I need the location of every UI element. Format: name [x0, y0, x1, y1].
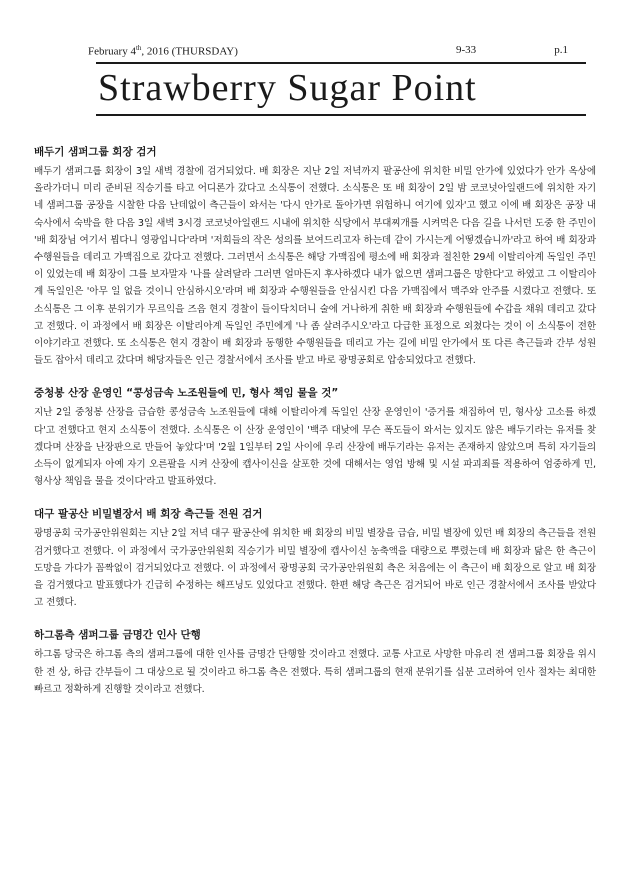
issue-code: 9-33 — [456, 44, 477, 56]
article-headline: 배두기 샘퍼그룹 회장 검거 — [34, 146, 157, 158]
article-body: 광명공회 국가공안위원회는 지난 2일 저녁 대구 팔공산에 위치한 배 회장의 비밀 별장을 급습, 비밀 별장에 있던 배 회장의 측근들을 전원 검거했다고 전했다. 이 과정에서 국가공안위원회 직승기가 비밀 별장에 캡사이신 농축액을 대량으로 뿌렸는데 배 회장과 닮은 한 측근이 도망을 가다가 꼼짝없이 검거되었다고 전했다. 이 과정에서 광명공회 국가공안위원회 측은 처음에는 이 측근이 배 회장으로 알고 배 회장을 검거했다고 발표했다가 긴급히 수정하는 해프닝도 있었다고 전했다. 한편 해당 측근은 검거되어 바로 인근 경찰서에서 조사를 받았다고 전했다. — [34, 528, 596, 609]
masthead — [96, 62, 586, 116]
article-list — [34, 144, 596, 698]
article-body: 배두기 샘퍼그룹 회장이 3일 새벽 경찰에 검거되었다. 배 회장은 지난 2일 저녁까지 팔공산에 위치한 비밀 안가에 있었다가 안가 옥상에 올라가더니 미리 준비된 직승기를 타고 어디론가 갔다고 소식통이 전했다. 소식통은 또 배 회장이 2일 밤 코코넛아일랜드에 위치한 자기네 샘퍼그룹 공장을 시찰한 다음 난데없이 측근들이 와서는 '다시 안가로 돌아가면 위험하니 여기에 있자'고 했고 이에 배 회장은 공장 내 숙사에서 숙박을 한 다음 3일 새벽 3시경 코코넛아일랜드 시내에 위치한 식당에서 부대찌개를 시켜먹은 다음 길을 나서던 도중 한 주민이 '배 회장님 여기서 뵙다니 영광입니다'라며 '저희들의 작은 성의를 보여드리고자 하는데 같이 가시는게 어떻겠습니까'라고 하여 배 회장과 수행원들을 데리고 가맥집으로 갔다고 전했다. 그러면서 소식통은 해당 가맥집에 평소에 배 회장과 절친한 29세 이탈리아계 독일인 주민이 있었는데 배 회장이 그를 보자말자 '나를 살려달라 그러면 얼마든지 후사하겠다 내가 없으면 샘퍼그룹은 망한다'고 하였고 그 이탈리아계 독일인은 '아무 일 없을 것이니 안심하시오'라며 배 회장과 수행원들을 안심시킨 다음 가맥집에서 맥주와 안주를 시켰다고 전했다. 또 소식통은 그 이후 분위기가 무르익을 즈음 현지 경찰이 들이닥치더니 술에 거나하게 취한 배 회장과 수행원들에 수갑을 채워 데리고 갔다고 전했다. 이 과정에서 배 회장은 이탈리아계 독일인 주민에게 '나 좀 살려주시오'라고 다급한 표정으로 외쳤다는 것이 이 소식통이 전한 이야기라고 전했다. 또 소식통은 현지 경찰이 배 회장과 동행한 수행원들을 데리고 가는 길에 비밀 안가에서 또 다른 측근들과 간부 성원들도 잡아서 데리고 갔다며 해당자들은 인근 경찰서에서 조사를 받고 바로 광명공회로 압송되었다고 전했다. — [34, 166, 596, 367]
article — [34, 627, 596, 698]
page-header — [88, 40, 568, 58]
article-body: 지난 2일 중청봉 산장을 급습한 콩성금속 노조원들에 대해 이탈리아계 독일인 산장 운영인이 '증거를 채집하여 민, 형사상 고소를 하겠다'고 전했다고 현지 소식통이 전했다. 소식통은 이 산장 운영인이 '백주 대낮에 무슨 폭도들이 와서는 있지도 않은 배두기라는 유저를 찾겠다며 산장을 난장판으로 만들어 놓았다'며 '2월 1일부터 2일 사이에 우리 산장에 배두기라는 유저는 존재하지 않았으며 특히 자기들의 소득이 없게되자 아예 자기 오른팔을 시켜 산장에 캡사이신을 살포한 것에 대해서는 영업 방해 및 시설 파괴죄를 적용하여 엄중하게 민, 형사상 책임을 물을 것이다'라고 발표하였다. — [34, 407, 596, 488]
article-headline: 하그롬측 샘퍼그룹 금명간 인사 단행 — [34, 629, 201, 642]
page-number: p.1 — [554, 44, 568, 56]
article — [34, 506, 596, 611]
article — [34, 385, 596, 490]
article-headline: 중청봉 산장 운영인 “콩성금속 노조원들에 민, 형사 책임 물을 것” — [34, 387, 339, 400]
article-body: 하그롬 당국은 하그롬 측의 샘퍼그룹에 대한 인사를 금명간 단행할 것이라고 전했다. 교통 사고로 사망한 마유리 전 샘퍼그룹 회장을 위시한 전 상, 하급 간부들이 그 대상으로 될 것이라고 하그롬 측은 전했다. 특히 샘퍼그룹의 현재 분위기를 십분 고려하여 인사 절차는 최대한 빠르고 정확하게 진행할 것이라고 전했다. — [34, 649, 596, 695]
masthead-title: Strawberry Sugar Point — [98, 67, 477, 109]
article-headline: 대구 팔공산 비밀별장서 배 회장 측근들 전원 검거 — [34, 508, 263, 521]
article — [34, 144, 596, 369]
issue-date: February 4th, 2016 (THURSDAY) — [88, 44, 238, 58]
